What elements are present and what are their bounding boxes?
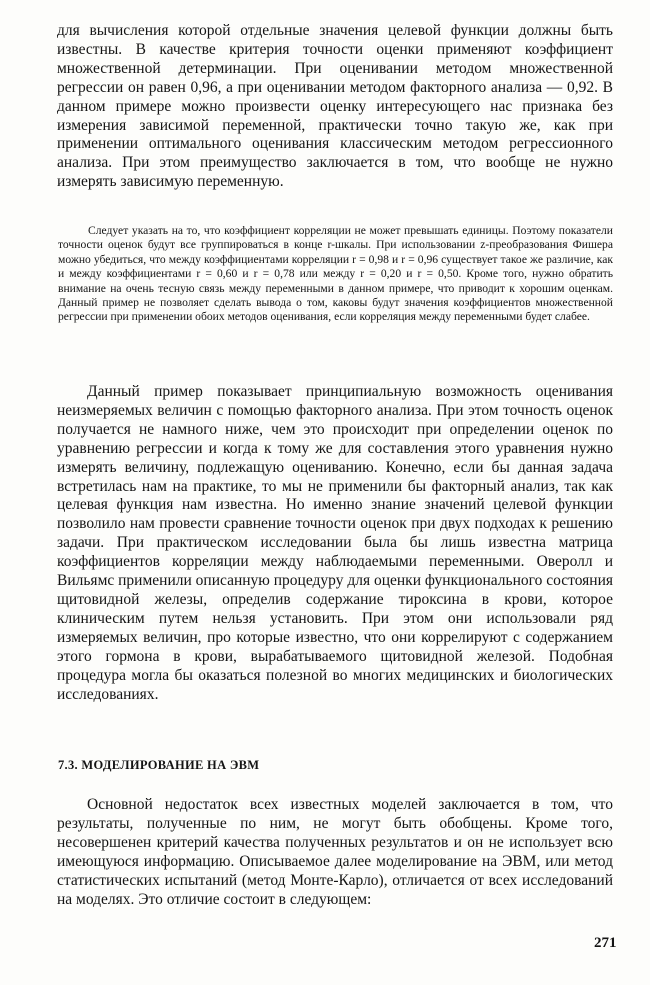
paragraph-factor-analysis: Данный пример показывает принципиальную возможность оценивания неизмеряемых величин с помощью факторного анализа. При этом точность оценок получается не намного ниже, чем это происходит при определении оценок по уравнению регрессии и когда к тому же для составления этого уравнения нужно измерять величину, подлежащую оцениванию. Конечно, если бы данная задача встретилась нам на практике, то мы не применили бы факторный анализ, так как целевая функция нам известна. Но именно знание значений целевой функции позволило нам провести сравнение точности оценок при двух подходах к решению задачи. При практическом исследовании была бы лишь известна матрица коэффициентов корреляции между наблюдаемыми переменными. Оверолл и Вильямс применили описанную процедуру для оценки функционального состояния щитовидной железы, определив содержание тироксина в крови, которое клиническим путем нельзя установить. При этом они использовали ряд измеряемых величин, про которые известно, что они коррелируют с содержанием этого гормона в крови, вырабатываемого щитовидной железой. Подобная процедура могла бы оказаться полезной во многих медицинских и биологических исследованиях. <box>57 383 613 703</box>
paragraph-continuation: для вычисления которой отдельные значения целевой функции должны быть известны. В качестве критерия точности оценки применяют коэффициент множественной детерминации. При оценивании методом множественной регрессии он равен 0,96, а при оценивании методом факторного анализа — 0,92. В данном примере можно произвести оценку интересующего нас признака без измерения зависимой переменной, практически точно такую же, как при применении оптимального оценивания классическим методом регрессионного анализа. При этом преимущество заключается в том, что вообще не нужно измерять зависимую переменную. <box>57 22 613 191</box>
section-heading: 7.3. МОДЕЛИРОВАНИЕ НА ЭВМ <box>58 758 260 772</box>
footnote-remark: Следует указать на то, что коэффициент корреляции не может превышать единицы. Поэтому показатели точности оценок будут все группироваться в конце r-шкалы. При использовании z-преобразования Фишера можно убедиться, что между коэффициентами корреляции r = 0,98 и r = 0,96 существует такое же различие, как и между коэффициентами r = 0,60 и r = 0,78 или между r = 0,20 и r = 0,50. Кроме того, нужно обратить внимание на очень тесную связь между переменными в данном примере, что приводит к хорошим оценкам. Данный пример не позволяет сделать вывода о том, каковы будут значения коэффициентов множественной регрессии при применении обоих методов оценивания, если корреляция между переменными будет слабее. <box>58 224 613 324</box>
paragraph-simulation: Основной недостаток всех известных моделей заключается в том, что результаты, полученные по ним, не могут быть обобщены. Кроме того, несовершенен критерий качества полученных результатов и он не использует всю имеющуюся информацию. Описываемое далее моделирование на ЭВМ, или метод статистических испытаний (метод Монте-Карло), отличается от всех исследований на моделях. Это отличие состоит в следующем: <box>57 796 613 908</box>
page-number: 271 <box>594 935 617 951</box>
